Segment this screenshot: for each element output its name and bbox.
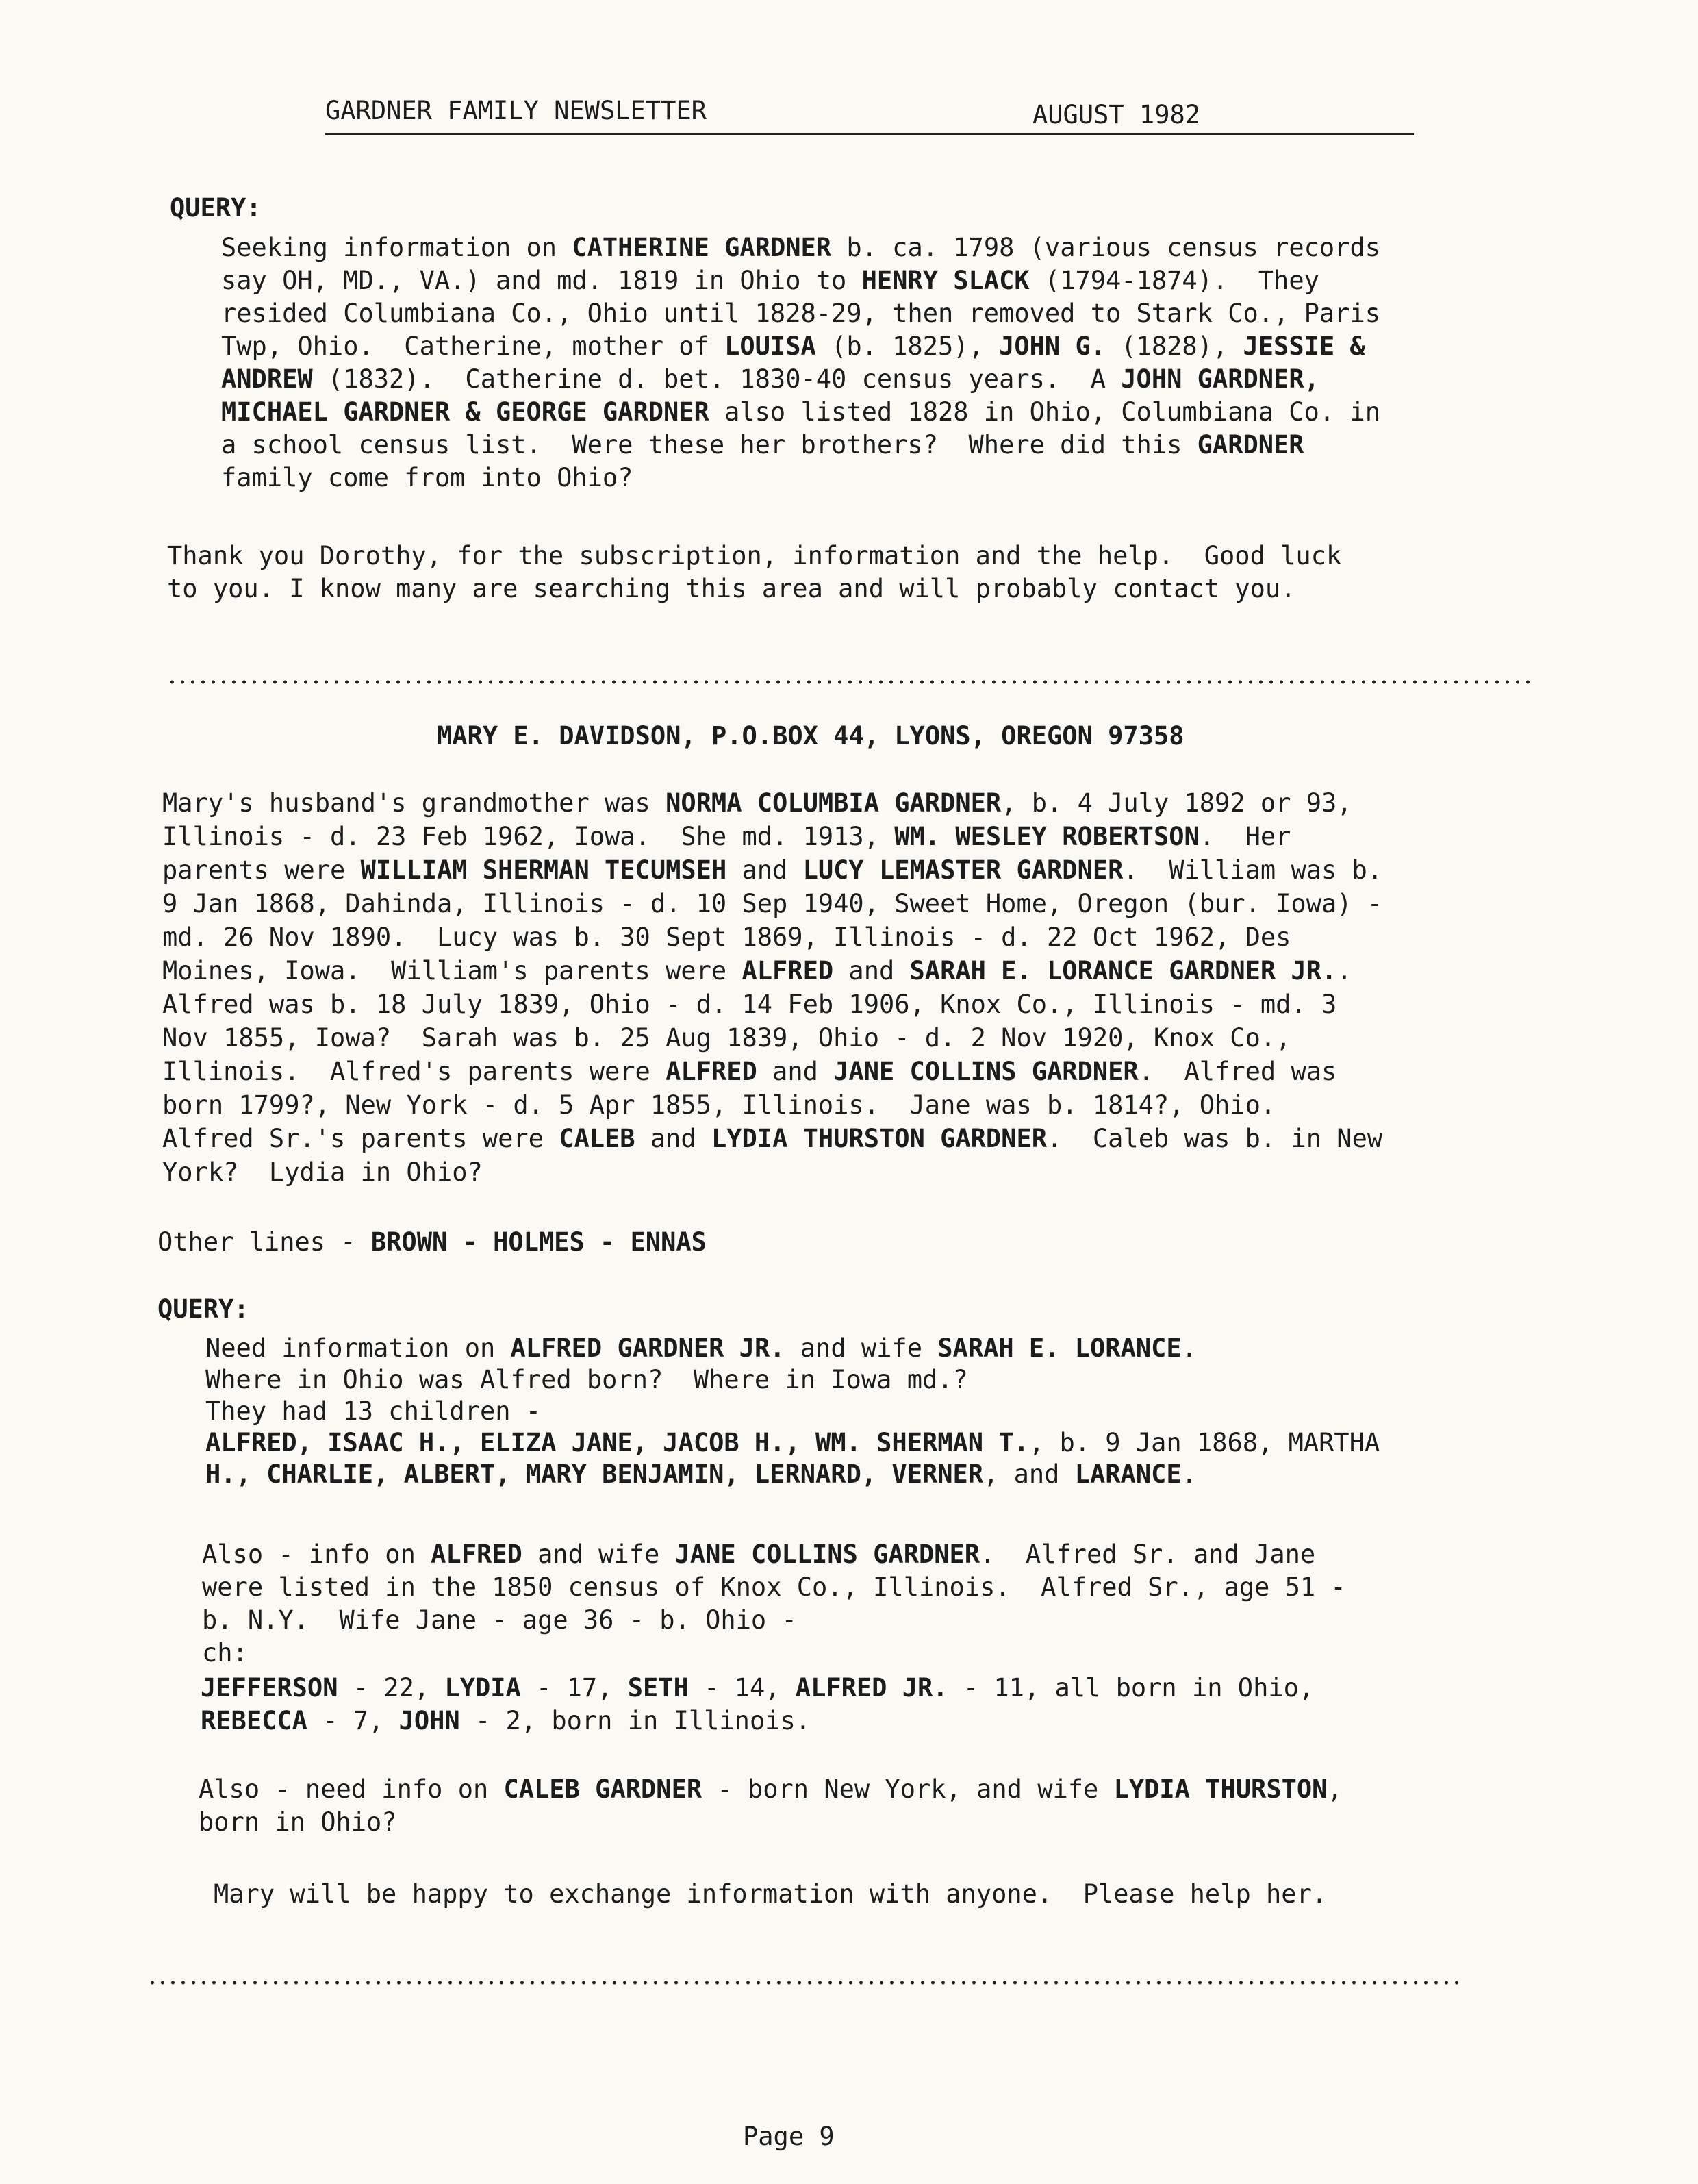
name-highlight: JANE COLLINS GARDNER [833,1057,1139,1086]
text-line: Illinois. Alfred's parents were ALFRED and JANE COLLINS GARDNER. Alfred was [162,1057,1337,1086]
text-line: 9 Jan 1868, Dahinda, Illinois - d. 10 Sep 1940, Sweet Home, Oregon (bur. Iowa) - [162,889,1383,918]
text-line: Alfred Sr.'s parents were CALEB and LYDIA THURSTON GARDNER. Caleb was b. in New [162,1124,1383,1153]
text-line: Mary's husband's grandmother was NORMA COLUMBIA GARDNER, b. 4 July 1892 or 93, [162,788,1352,818]
name-highlight: ALFRED [666,1057,757,1086]
text-line: b. N.Y. Wife Jane - age 36 - b. Ohio - [202,1605,797,1635]
text-line: Thank you Dorothy, for the subscription, information and the help. Good luck [167,541,1342,570]
mary-paragraph [162,786,1382,1189]
query-2-intro [205,1333,1380,1490]
name-highlight: GARDNER [1197,430,1304,460]
text-line: Illinois - d. 23 Feb 1962, Iowa. She md. 1913, WM. WESLEY ROBERTSON. Her [162,822,1291,851]
text-line: to you. I know many are searching this area and will probably contact you. [167,574,1296,603]
name-highlight: SETH [627,1673,689,1703]
text-line: parents were WILLIAM SHERMAN TECUMSEH and LUCY LEMASTER GARDNER. William was b. [162,855,1383,885]
name-highlight: ANDREW [221,364,313,394]
text-line: ALFRED, ISAAC H., ELIZA JANE, JACOB H., WM. SHERMAN T., b. 9 Jan 1868, MARTHA [205,1428,1380,1457]
text-line: JEFFERSON - 22, LYDIA - 17, SETH - 14, ALFRED JR. - 11, all born in Ohio, [201,1673,1315,1703]
text-line: They had 13 children - [205,1396,542,1426]
dotted-divider-1 [167,680,1535,684]
thanks-paragraph [167,540,1341,605]
query-2-closing [214,1878,1327,1911]
contact-heading: MARY E. DAVIDSON, P.O.BOX 44, LYONS, OREGON 97358 [437,721,1184,751]
name-highlight: ALFRED JR. [795,1673,948,1703]
text-line: ch: [202,1638,248,1668]
text-line: Also - need info on CALEB GARDNER - born New York, and wife LYDIA THURSTON, [199,1774,1343,1804]
text-line: a school census list. Were these her brothers? Where did this GARDNER [221,430,1304,460]
name-highlight: CALEB [559,1124,635,1153]
name-highlight: JOHN GARDNER, [1121,364,1319,394]
name-highlight: LYDIA THURSTON GARDNER [711,1124,1048,1153]
text-line: Twp, Ohio. Catherine, mother of LOUISA (b. 1825), JOHN G. (1828), JESSIE & [221,331,1365,361]
name-highlight: BROWN - HOLMES - ENNAS [370,1227,707,1257]
name-highlight: JANE COLLINS GARDNER [674,1540,980,1569]
text-line: born 1799?, New York - d. 5 Apr 1855, Illinois. Jane was b. 1814?, Ohio. [162,1090,1276,1120]
name-highlight: ALFRED GARDNER JR. [510,1333,785,1363]
text-line: were listed in the 1850 census of Knox Co., Illinois. Alfred Sr., age 51 - [202,1572,1346,1602]
other-lines [157,1226,707,1259]
text-line: Mary will be happy to exchange information with anyone. Please help her. [214,1879,1328,1909]
name-highlight: SARAH E. LORANCE [937,1333,1182,1363]
text-line: Seeking information on CATHERINE GARDNER b. ca. 1798 (various census records [221,233,1380,262]
name-highlight: LUCY LEMASTER GARDNER [802,855,1124,885]
text-line: MICHAEL GARDNER & GEORGE GARDNER also listed 1828 in Ohio, Columbiana Co. in [221,397,1380,427]
text-line: say OH, MD., VA.) and md. 1819 in Ohio to HENRY SLACK (1794-1874). They [221,266,1319,295]
name-highlight: JOHN G. [999,331,1106,361]
query-2-also-alfred [202,1538,1346,1670]
name-highlight: HENRY SLACK [861,266,1030,295]
text-line: York? Lydia in Ohio? [162,1157,483,1187]
name-highlight: LARANCE [1074,1459,1182,1489]
name-highlight: LOUISA [724,331,816,361]
name-highlight: H., CHARLIE, ALBERT, MARY BENJAMIN, LERNARD, VERNER [205,1459,984,1489]
query-2-also-caleb [199,1773,1343,1839]
name-highlight: LYDIA [444,1673,521,1703]
name-highlight: LYDIA THURSTON [1113,1774,1328,1804]
page-header [325,93,1414,135]
text-line: REBECCA - 7, JOHN - 2, born in Illinois. [201,1706,811,1735]
text-line: Moines, Iowa. William's parents were ALFRED and SARAH E. LORANCE GARDNER JR.. [162,956,1352,986]
name-highlight: CATHERINE GARDNER [572,233,832,262]
name-highlight: JEFFERSON [201,1673,338,1703]
text-line: born in Ohio? [199,1807,397,1837]
name-highlight: WM. WESLEY ROBERTSON [894,822,1200,851]
text-line: H., CHARLIE, ALBERT, MARY BENJAMIN, LERNARD, VERNER, and LARANCE. [205,1459,1197,1489]
query-2-children [201,1672,1314,1737]
text-line: Where in Ohio was Alfred born? Where in Iowa md.? [205,1365,968,1394]
text-line: Also - info on ALFRED and wife JANE COLLINS GARDNER. Alfred Sr. and Jane [202,1540,1316,1569]
text-line: ANDREW (1832). Catherine d. bet. 1830-40 census years. A JOHN GARDNER, [221,364,1319,394]
page-number: Page 9 [743,2122,835,2151]
text-line: Alfred was b. 18 July 1839, Ohio - d. 14 Feb 1906, Knox Co., Illinois - md. 3 [162,990,1337,1019]
dotted-divider-2 [147,1981,1465,1985]
name-highlight: SARAH E. LORANCE GARDNER JR. [909,956,1337,986]
query-label-2: QUERY: [157,1294,249,1324]
query-1-body [221,231,1380,494]
name-highlight: REBECCA [201,1706,307,1735]
text-line: resided Columbiana Co., Ohio until 1828-29, then removed to Stark Co., Paris [221,299,1380,328]
text-line: Need information on ALFRED GARDNER JR. and wife SARAH E. LORANCE. [205,1333,1197,1363]
newsletter-title: GARDNER FAMILY NEWSLETTER [325,96,707,125]
query-label-1: QUERY: [170,193,262,223]
name-highlight: ALFRED [742,956,834,986]
name-highlight: WILLIAM SHERMAN TECUMSEH [360,855,727,885]
name-highlight: MICHAEL GARDNER & GEORGE GARDNER [221,397,709,427]
name-highlight: JOHN [398,1706,460,1735]
text-line: family come from into Ohio? [221,463,633,492]
name-highlight: JESSIE & [1243,331,1365,361]
text-line: md. 26 Nov 1890. Lucy was b. 30 Sept 1869, Illinois - d. 22 Oct 1962, Des [162,922,1291,952]
newsletter-date: AUGUST 1982 [1032,100,1201,129]
name-highlight: ALFRED, ISAAC H., ELIZA JANE, JACOB H., WM. SHERMAN T. [205,1428,1029,1457]
name-highlight: CALEB GARDNER [503,1774,702,1804]
name-highlight: ALFRED [431,1540,522,1569]
text-line: Nov 1855, Iowa? Sarah was b. 25 Aug 1839, Ohio - d. 2 Nov 1920, Knox Co., [162,1023,1291,1053]
name-highlight: NORMA COLUMBIA GARDNER [666,788,1002,818]
text-line: Other lines - BROWN - HOLMES - ENNAS [157,1227,707,1257]
